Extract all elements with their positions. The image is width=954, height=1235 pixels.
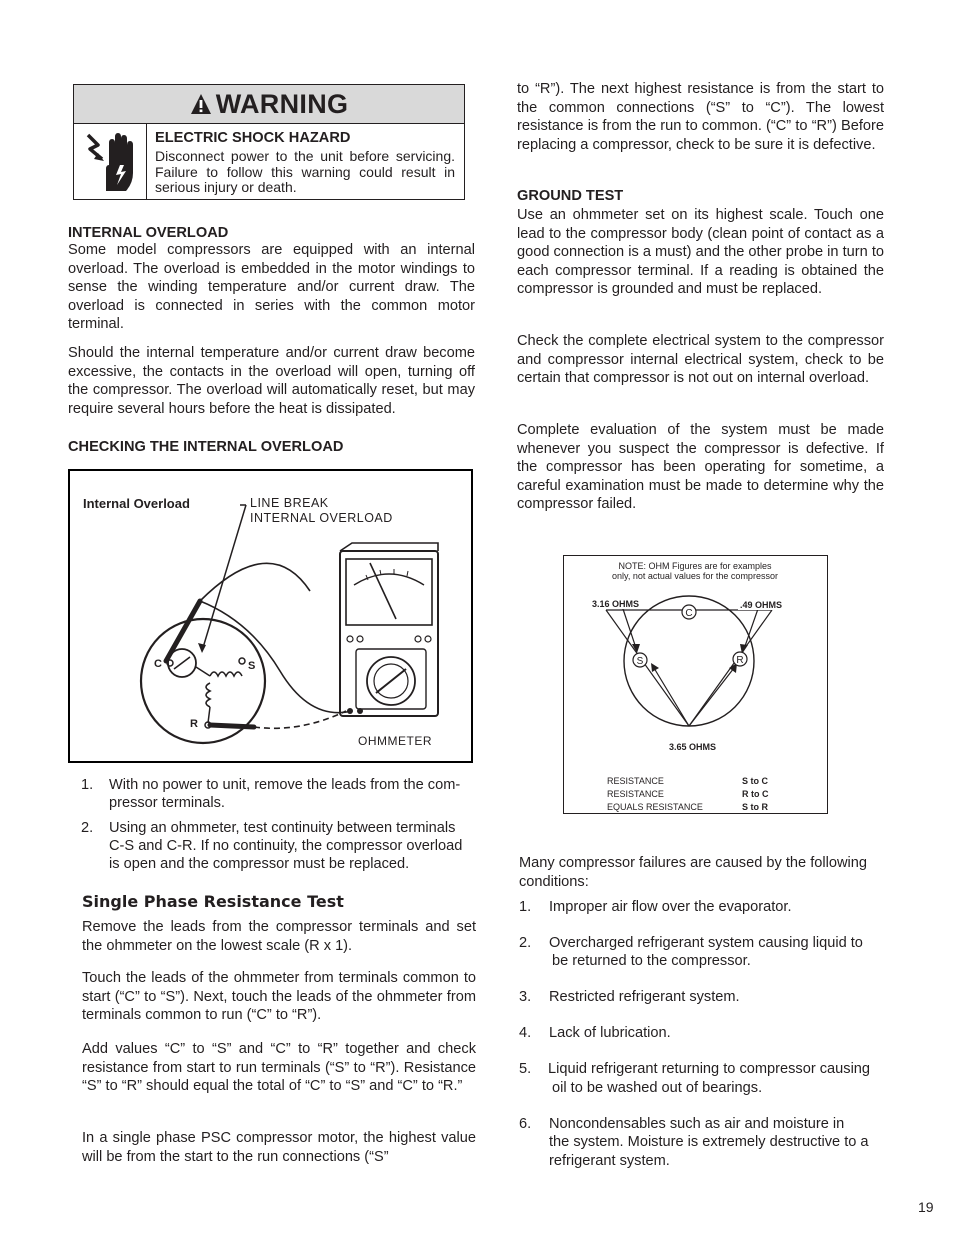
warning-icon-cell <box>74 124 147 200</box>
step-1-number: 1. <box>81 777 94 793</box>
ground-test-para2: Check the complete electrical system to the compressor and compressor internal electrical system, check to be certain that compressor is not out on internal overload. <box>517 333 884 386</box>
internal-overload-illustration <box>70 471 471 761</box>
warning-box <box>73 84 465 200</box>
failure-1-number: 1. <box>519 899 532 915</box>
label-line-break: LINE BREAK <box>250 496 329 510</box>
row-1-value: S to C <box>742 776 768 786</box>
failure-4-line-1: Lack of lubrication. <box>549 1025 671 1041</box>
failure-6-line-1: Noncondensables such as air and moisture in <box>549 1116 845 1132</box>
label-cs-ohms: 3.16 OHMS <box>592 599 640 609</box>
failure-6-line-3: refrigerant system. <box>549 1153 670 1169</box>
row-2-label: RESISTANCE <box>607 789 664 799</box>
step-2-line-3: is open and the compressor must be replaced. <box>109 856 410 872</box>
terminal-s-label: S <box>248 660 256 672</box>
warning-text-cell <box>147 124 464 200</box>
hazard-title: ELECTRIC SHOCK HAZARD <box>155 130 351 146</box>
single-phase-para4: In a single phase PSC compressor motor, the highest value will be from the start to the run connections (“S” <box>82 1130 476 1165</box>
failure-2-line-2: be returned to the compressor. <box>552 953 751 969</box>
warning-title: WARNING <box>215 88 349 119</box>
row-3-value: S to R <box>742 802 768 812</box>
label-internal-overload: Internal Overload <box>83 496 190 511</box>
ground-test-para3: Complete evaluation of the system must be made whenever you suspect the compressor is defective. If the compressor has been operating for sometime, a careful examination must be made to determine why the compressor failed. <box>517 422 884 512</box>
single-phase-para2: Touch the leads of the ohmmeter from terminals common to start (“C” to “S”). Next, touch the leads of the ohmmeter from terminals common to run (“C” to “R”). <box>82 970 476 1023</box>
step-2-line-2: C-S and C-R. If no continuity, the compressor overload <box>109 838 463 854</box>
leader-line <box>202 505 246 651</box>
warning-body <box>74 124 464 200</box>
ohmmeter-dial <box>346 559 432 625</box>
row-3-label: EQUALS RESISTANCE <box>607 802 703 812</box>
step-2-number: 2. <box>81 820 94 836</box>
failure-5-line-1: Liquid refrigerant returning to compressor causing <box>548 1061 871 1077</box>
checking-overload-heading: CHECKING THE INTERNAL OVERLOAD <box>68 439 344 455</box>
single-phase-para3: Add values “C” to “S” and “C” to “R” together and check resistance from start to run terminals (“S” to “R”). Resistance “S” to “R” should equal the total of “C” to “S” and “C” to “R.” <box>82 1041 476 1094</box>
step-1-line-1: With no power to unit, remove the leads from the com- <box>109 777 461 793</box>
label-ohmmeter: OHMMETER <box>358 734 432 748</box>
electric-shock-hand-icon <box>80 129 140 195</box>
row-1-label: RESISTANCE <box>607 776 664 786</box>
warning-triangle-icon <box>190 93 212 115</box>
failure-6-line-2: the system. Moisture is extremely destructive to a <box>549 1134 869 1150</box>
label-internal-overload-caps: INTERNAL OVERLOAD <box>250 511 393 525</box>
hazard-text: Disconnect power to the unit before servicing. Failure to follow this warning could result in serious injury or death. <box>155 148 455 195</box>
failure-2-number: 2. <box>519 935 532 951</box>
internal-overload-para2: Should the internal temperature and/or current draw become excessive, the contacts in the overload will open, turning off the compressor. The overload will automatically reset, but may require several hours before the heat is dissipated. <box>68 345 475 417</box>
terminal-c-label: C <box>154 658 162 670</box>
single-phase-heading: Single Phase Resistance Test <box>82 892 344 911</box>
failures-intro: Many compressor failures are caused by the following conditions: <box>519 855 867 890</box>
ohm-resistance-diagram <box>563 555 828 814</box>
ohm-note-line-2: only, not actual values for the compressor <box>612 571 778 581</box>
ground-test-para1: Use an ohmmeter set on its highest scale. Touch one lead to the compressor body (clean point of contact as a good connection is a must) and the other probe in turn to each compressor terminal. If a reading is obtained the compressor is grounded and must be replaced. <box>517 207 884 297</box>
label-cr-ohms: .49 OHMS <box>740 600 783 610</box>
terminal-c: C <box>685 608 693 619</box>
ohm-resistance-illustration <box>564 556 827 813</box>
terminal-r-label: R <box>190 718 198 730</box>
row-2-value: R to C <box>742 789 769 799</box>
warning-header <box>74 85 464 124</box>
failure-6-number: 6. <box>519 1116 532 1132</box>
internal-overload-para1: Some model compressors are equipped with an internal overload. The overload is embedded in the motor windings to sense the winding temperature and/or current draw. The overload is connected in series with the common motor terminal. <box>68 242 475 332</box>
terminal-r: R <box>736 655 744 666</box>
failure-3-number: 3. <box>519 989 532 1005</box>
failure-1-line-1: Improper air flow over the evaporator. <box>549 899 792 915</box>
failure-5-number: 5. <box>519 1061 532 1077</box>
step-2-line-1: Using an ohmmeter, test continuity between terminals <box>109 820 456 836</box>
page-number: 19 <box>918 1199 934 1215</box>
step-1-line-2: pressor terminals. <box>109 795 225 811</box>
ohmmeter-body <box>340 551 438 716</box>
internal-overload-heading: INTERNAL OVERLOAD <box>68 225 229 241</box>
label-sr-ohms: 3.65 OHMS <box>669 742 717 752</box>
ohm-note-line-1: NOTE: OHM Figures are for examples <box>618 561 772 571</box>
failure-2-line-1: Overcharged refrigerant system causing liquid to <box>549 935 863 951</box>
failure-4-number: 4. <box>519 1025 532 1041</box>
terminal-s: S <box>636 656 644 667</box>
ohmmeter-needle <box>370 563 396 619</box>
ground-test-heading: GROUND TEST <box>517 188 624 204</box>
internal-overload-diagram <box>68 469 473 763</box>
failure-5-line-2: oil to be washed out of bearings. <box>552 1080 763 1096</box>
single-phase-para5: to “R”). The next highest resistance is from the start to the common connections (“S” to “C”). The lowest resistance is from the run to common. (“C” to “R”) Before replacing a compressor, check to be sure it is defective. <box>517 81 884 153</box>
single-phase-para1: Remove the leads from the compressor terminals and set the ohmmeter on the lowest scale (R x 1). <box>82 919 476 954</box>
failure-3-line-1: Restricted refrigerant system. <box>549 989 740 1005</box>
